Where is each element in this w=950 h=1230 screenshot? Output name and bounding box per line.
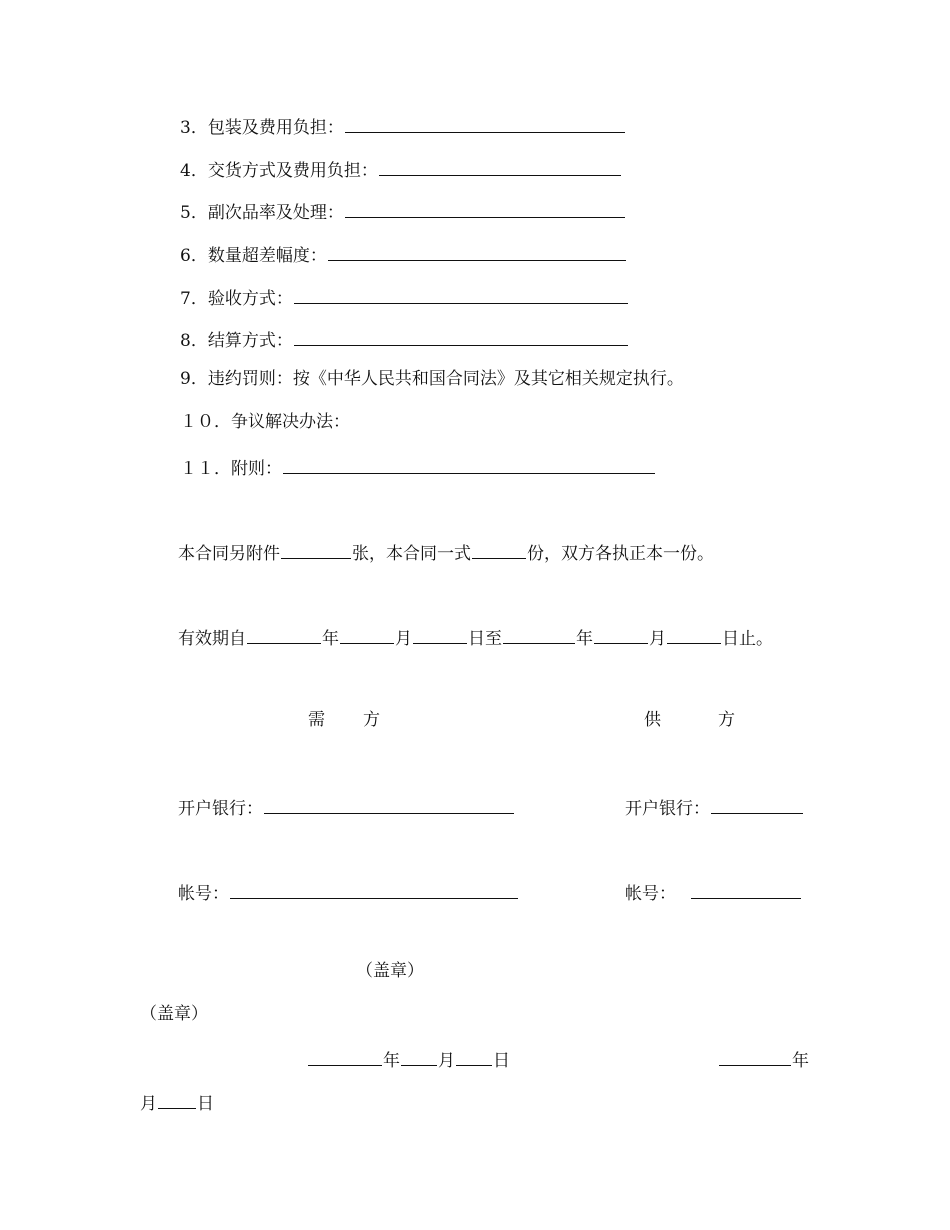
term-number: １０． [180,412,231,432]
day-label: 日 [493,1051,510,1071]
attachment-line [178,542,714,563]
month-label: 月 [395,629,412,649]
seller-year-blank [719,1049,791,1066]
end-day-blank [667,627,721,644]
seller-bank [625,797,804,818]
term-label: 违约罚则：按《中华人民共和国合同法》及其它相关规定执行。 [207,369,684,389]
seller-date-year [718,1049,809,1070]
term-11 [180,457,656,478]
buyer-day-blank [456,1049,492,1066]
term-label: 争议解决办法： [231,412,350,432]
term-number: 9． [180,369,208,389]
year-label: 年 [792,1051,809,1071]
seller-account-label: 帐号： [625,884,676,904]
term-number: 5． [180,203,208,223]
seller-heading-b: 方 [718,710,735,730]
month-label: 月 [649,629,666,649]
attachment-text-1: 本合同另附件 [178,544,280,564]
buyer-year-blank [308,1049,382,1066]
seller-bank-label: 开户银行： [625,799,710,819]
attachment-text-3: 份，双方各执正本一份。 [527,544,714,564]
day-label: 日 [197,1094,214,1114]
term-number: 8． [180,331,208,351]
seller-heading-a: 供 [644,710,661,730]
term-label: 数量超差幅度： [207,246,327,266]
seller-heading [644,712,735,729]
term-number: １１． [180,459,231,479]
start-month-blank [340,627,394,644]
seller-date-month-day [140,1092,214,1113]
seller-seal-text: （盖章） [140,1004,208,1024]
term-label: 交货方式及费用负担： [207,161,378,181]
end-month-blank [594,627,648,644]
term-6 [180,244,627,265]
buyer-month-blank [401,1049,437,1066]
term-8-blank [294,329,628,346]
validity-text: 有效期自 [178,629,246,649]
term-9 [180,371,684,388]
copies-blank [472,542,526,559]
term-5 [180,201,626,222]
term-7 [180,287,629,308]
year-label: 年 [383,1051,400,1071]
seller-seal [140,1006,208,1023]
term-3-blank [345,116,625,133]
buyer-heading [308,712,380,729]
term-10 [180,414,350,431]
buyer-account [178,882,519,903]
term-4-blank [379,159,621,176]
term-label: 验收方式： [207,289,293,309]
term-label: 结算方式： [207,331,293,351]
buyer-date [307,1049,510,1070]
term-4 [180,159,622,180]
term-label: 包装及费用负担： [207,118,344,138]
term-number: 6． [180,246,208,266]
buyer-account-label: 帐号： [178,884,229,904]
day-to-label: 日至 [468,629,502,649]
term-7-blank [294,287,628,304]
buyer-bank-label: 开户银行： [178,799,263,819]
term-8 [180,329,629,350]
term-number: 3． [180,118,208,138]
day-end-label: 日止。 [722,629,773,649]
buyer-seal [356,963,424,980]
buyer-heading-a: 需 [308,710,325,730]
year-label: 年 [576,629,593,649]
seller-account [625,882,802,903]
buyer-bank [178,797,515,818]
term-number: 4． [180,161,208,181]
seller-day-blank [158,1092,196,1109]
term-6-blank [328,244,626,261]
term-3 [180,116,626,137]
start-day-blank [413,627,467,644]
buyer-heading-b: 方 [363,710,380,730]
term-label: 附则： [231,459,282,479]
attachment-text-2: 张，本合同一式 [352,544,471,564]
end-year-blank [503,627,575,644]
buyer-bank-blank [264,797,514,814]
attachment-sheets-blank [281,542,351,559]
term-11-blank [283,457,655,474]
buyer-seal-text: （盖章） [356,961,424,981]
term-5-blank [345,201,625,218]
start-year-blank [247,627,321,644]
buyer-account-blank [230,882,518,899]
year-label: 年 [322,629,339,649]
term-label: 副次品率及处理： [207,203,344,223]
seller-account-blank [691,882,801,899]
month-label: 月 [438,1051,455,1071]
month-label: 月 [140,1094,157,1114]
seller-bank-blank [711,797,803,814]
validity-line [178,627,773,648]
term-number: 7． [180,289,208,309]
